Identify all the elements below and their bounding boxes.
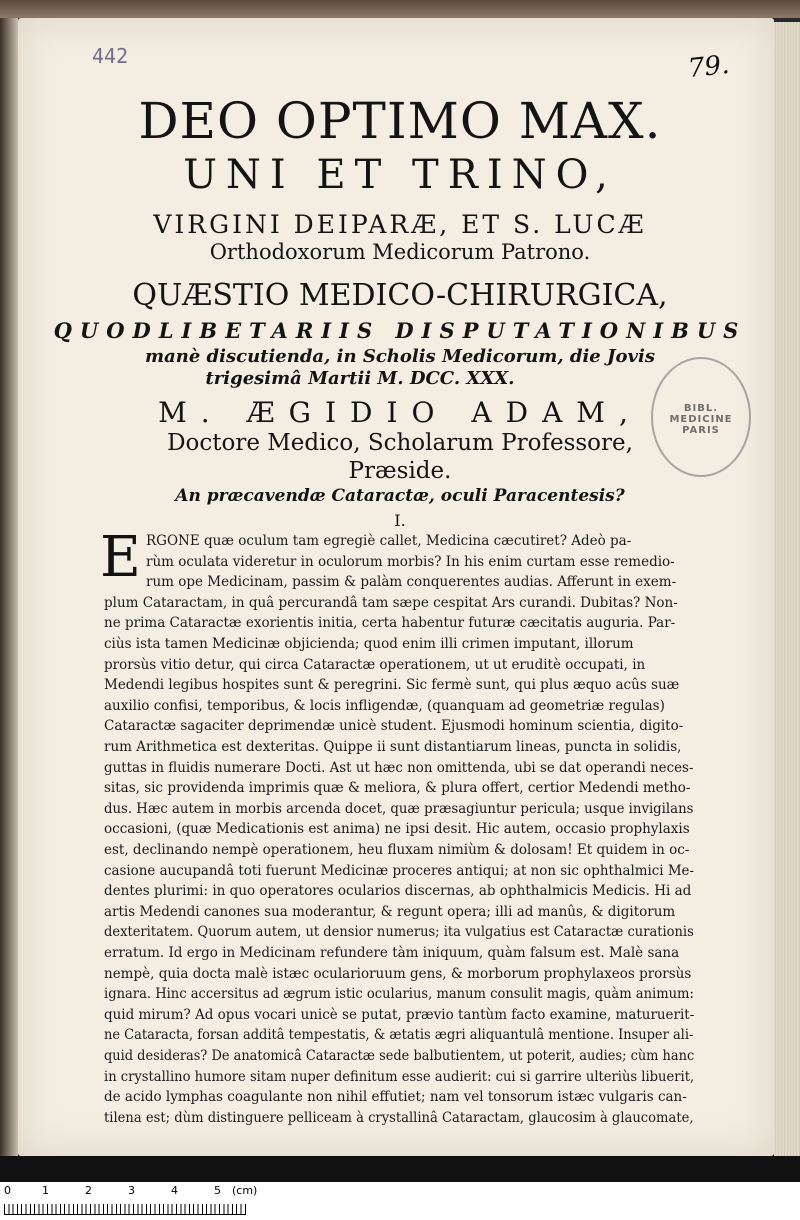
- scan-background: [0, 1156, 800, 1182]
- disputation-line: QUODLIBETARIIS DISPUTATIONIBUS: [53, 318, 747, 343]
- question-title: QUÆSTIO MEDICO-CHIRURGICA,: [132, 278, 668, 313]
- body-line: rùm oculata videretur in oculorum morbis? In his enim curtam esse remedio-: [146, 553, 675, 570]
- book-top-edge: [0, 0, 800, 18]
- president-title: Doctore Medico, Scholarum Professore,: [167, 430, 633, 456]
- ruler-ticks: [4, 1204, 246, 1215]
- body-line: casione aucupandâ toti fuerunt Medicinæ proceres antiqui; at non sic ophthalmici Me-: [104, 862, 695, 879]
- ruler-label: 1: [42, 1184, 49, 1197]
- body-line: ignara. Hinc accersitus ad ægrum istic ocularius, manum consulit magis, quàm animum:: [104, 986, 694, 1003]
- body-line: guttas in fluidis numerare Docti. Ast ut hæc non omittenda, ubi se dat operandi neces-: [104, 759, 694, 776]
- body-line: dus. Hæc autem in morbis arcenda docet, quæ præsagiuntur pericula; usque invigilans: [104, 800, 694, 817]
- body-line: quid mirum? Ad opus vocari unicè se putat, prævio tantùm facto examine, maturuerit-: [104, 1006, 695, 1023]
- handwritten-page-number: 79.: [686, 49, 731, 85]
- ruler-label: 2: [85, 1184, 92, 1197]
- body-line: artis Medendi canones sua moderantur, & regunt opera; illi ad manûs, & digitorum: [104, 903, 676, 920]
- venue-line: manè discutienda, in Scholis Medicorum, die Jovis: [145, 346, 655, 367]
- body-line: Medendi legibus hospites sunt & peregrini. Sic fermè sunt, qui plus æquo acûs suæ: [104, 677, 680, 694]
- body-line: dexteritatem. Quorum autem, ut densior numerus; ita vulgatius est Cataractæ curationis: [104, 924, 694, 941]
- body-line: erratum. Id ergo in Medicinam refundere tàm iniquum, quàm falsum est. Malè sana: [104, 945, 680, 961]
- body-line: Cataractæ sagaciter deprimendæ unicè student. Ejusmodi hominum scientia, digito-: [104, 718, 684, 735]
- library-stamp: [651, 357, 751, 477]
- body-line: dentes plurimi: in quo operatores ocularios discernas, ab ophthalmicis Medicis. Hi ad: [104, 883, 692, 900]
- body-line: rum Arithmetica est dexteritas. Quippe ii sunt distantiarum lineas, puncta in solidis,: [104, 739, 682, 755]
- body-line: occasioni, (quæ Medicationis est anima) ne ipsi desit. Hic autem, occasio prophylaxis: [104, 821, 690, 838]
- body-line: ciùs ista tamen Medicinæ objicienda; quod enim illi crimen imputant, illorum: [104, 636, 634, 652]
- body-line: plum Cataractam, in quâ percurandâ tam sæpe cespitat Ars curandi. Dubitas? Non-: [104, 594, 678, 611]
- body-line: auxilio confisi, temporibus, & locis infligendæ, (quanquam ad geometriæ regulas): [104, 697, 665, 714]
- section-number: I.: [394, 511, 406, 530]
- body-line: est, declinando nempè operationem, heu fluxam nimiùm & dolosam! Et quidem in oc-: [104, 842, 690, 858]
- body-line: nempè, quia docta malè istæc ocularioruum gens, & morborum prophylaxeos prorsùs: [104, 965, 692, 982]
- body-line: in crystallino humore sitam nuper definitum esse audierit: cui si garrire ulteriùs libuerit,: [104, 1068, 695, 1085]
- dedication-line-3: VIRGINI DEIPARÆ, ET S. LUCÆ: [153, 210, 647, 239]
- body-line: rum ope Medicinam, passim & palàm conquerentes audias. Afferunt in exem-: [146, 574, 677, 591]
- body-line: sitas, sic providenda imprimis quæ & meliora, & plura offert, certior Medendi metho-: [104, 780, 691, 797]
- body-line: RGONE quæ oculum tam egregiè callet, Medicina cæcutiret? Adeò pa-: [146, 533, 632, 549]
- ruler-labels: [0, 1184, 800, 1200]
- praeside-label: Præside.: [348, 458, 452, 484]
- body-line: ne Cataracta, forsan additâ tempestatis, & ætatis ægri aliquantulâ mentione. Insuper ali-: [104, 1027, 694, 1044]
- body-line: prorsùs vitio detur, qui circa Cataractæ operationem, ut ut eruditè occupati, in: [104, 656, 646, 673]
- drop-cap: E: [100, 525, 141, 590]
- ruler-label: 5: [214, 1184, 221, 1197]
- president-name: M. ÆGIDIO ADAM,: [158, 396, 642, 429]
- ruler-label: 0: [4, 1184, 11, 1197]
- thesis-question: An præcavendæ Cataractæ, oculi Paracentesis?: [175, 486, 625, 506]
- dedication-line-1: DEO OPTIMO MAX.: [138, 92, 662, 150]
- body-line: quid desideras? De anatomicâ Cataractæ sede balbutientem, ut poterit, audies; cùm hanc: [104, 1048, 695, 1064]
- ruler-label: 3: [128, 1184, 135, 1197]
- dedication-line-4: Orthodoxorum Medicorum Patrono.: [209, 240, 591, 264]
- handwritten-shelf-number: 442: [92, 44, 129, 68]
- body-line: tilena est; dùm distinguere pelliceam à crystallinâ Cataractam, glaucosim à glaucomate,: [104, 1109, 694, 1126]
- ruler-label: (cm): [232, 1184, 258, 1197]
- body-line: ne prima Cataractæ exorientis initia, certa habentur futuræ cæcitatis auguria. Par-: [104, 615, 676, 632]
- scale-ruler: [0, 1182, 800, 1220]
- date-line: trigesimâ Martii M. DCC. XXX.: [205, 368, 515, 389]
- body-line: de acido lymphas coagulante non nihil effutiet; nam vel tonsorum istæc vulgaris can-: [104, 1089, 687, 1106]
- dedication-line-2: UNI ET TRINO,: [183, 152, 617, 198]
- ruler-label: 4: [171, 1184, 178, 1197]
- library-stamp-text: BIBL. MEDICINE PARIS: [669, 403, 733, 436]
